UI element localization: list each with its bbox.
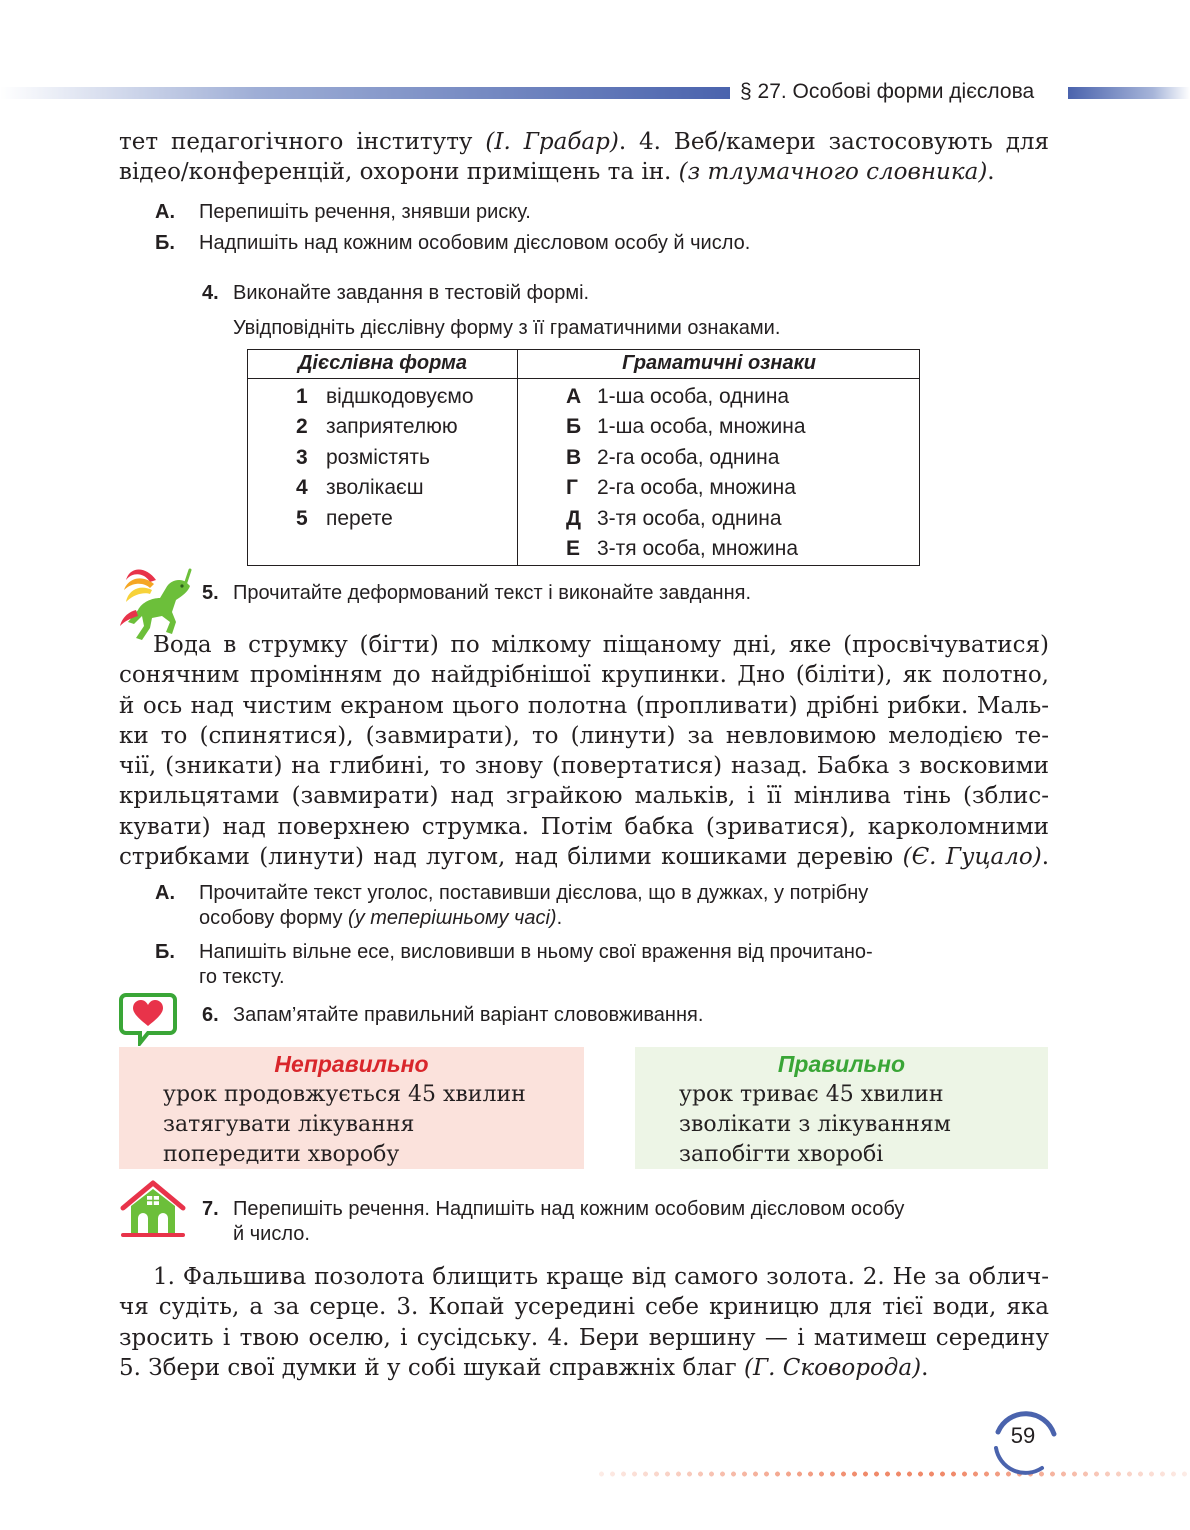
exercise-7-text xyxy=(119,1262,1049,1383)
page-number: 59 xyxy=(1010,1423,1036,1448)
text-line: стрибками (линути) над лугом, над білими кошиками деревію (Є. Гуцало). xyxy=(119,844,1049,871)
verb-form-number: 4 xyxy=(296,476,308,500)
wrong-usage-title: Неправильно xyxy=(274,1051,429,1077)
right-usage-title: Правильно xyxy=(777,1051,906,1077)
header-band-right xyxy=(1068,87,1190,99)
wrong-usage-item: урок продовжується 45 хвилин xyxy=(163,1082,526,1107)
right-usage-item: запобігти хворобі xyxy=(679,1142,884,1167)
task-label: А. xyxy=(155,201,175,223)
grammar-feature-text: 2-га особа, однина xyxy=(597,445,780,469)
grammar-feature-row xyxy=(566,476,796,500)
task-label: Б. xyxy=(155,232,175,254)
exercise-5-text xyxy=(119,630,1049,872)
grammar-feature-letter: Б xyxy=(566,415,582,439)
verb-form-row xyxy=(296,385,474,409)
grammar-feature-text: 3-тя особа, множина xyxy=(597,537,799,560)
grammar-feature-row xyxy=(566,446,779,470)
table-header-line xyxy=(248,378,919,379)
table-header-features: Граматичні ознаки xyxy=(622,352,816,374)
grammar-feature-row xyxy=(566,507,782,531)
wrong-usage-item: затягувати лікування xyxy=(163,1112,415,1137)
table-divider xyxy=(517,350,518,565)
grammar-feature-text: 1-ша особа, множина xyxy=(597,415,806,439)
grammar-feature-text: 2-га особа, множина xyxy=(597,476,796,500)
task-label: Б. xyxy=(155,941,175,963)
header-band-left xyxy=(0,87,730,99)
verb-form-text: перете xyxy=(326,506,393,530)
text-line: крильцятами (завмирати) над зграйкою мальків, і її мінлива тінь (зблис- xyxy=(119,783,1049,810)
grammar-feature-letter: В xyxy=(566,445,582,469)
text-line: й ось над чистим екраном цього полотна (пропливати) дрібні рибки. Маль- xyxy=(119,692,1049,719)
text-line: 1. Фальшива позолота блищить краще від самого золота. 2. Не за облич- xyxy=(153,1264,1049,1290)
right-usage-box xyxy=(635,1047,1048,1169)
text-line: чії, (зникати) на глибині, то знову (повертатися) назад. Бабка з восковими xyxy=(119,753,1049,780)
verb-form-text: відшкодовуємо xyxy=(326,385,474,408)
text-line: зросить і твою оселю, і сусідську. 4. Бери вершину — і матимеш середину xyxy=(119,1324,1049,1351)
verb-form-row xyxy=(296,446,430,470)
verb-form-number: 1 xyxy=(296,385,308,408)
text-line: Вода в струмку (бігти) по мілкому піщаному дні, яке (просвічуватися) xyxy=(153,632,1049,658)
verb-form-text: розмістять xyxy=(326,445,430,469)
exercise-4-subinstruction: Увідповідніть дієслівну форму з її граматичними ознаками. xyxy=(233,317,781,339)
page-dots-decoration xyxy=(596,1470,1190,1478)
grammar-feature-text: 1-ша особа, однина xyxy=(597,385,790,408)
house-icon xyxy=(119,1178,187,1238)
verb-form-text: зволікаєш xyxy=(326,476,424,500)
text-line: кувати) над поверхнею струмка. Потім бабка (зриватися), карколомними xyxy=(119,813,1049,840)
grammar-feature-row xyxy=(566,385,789,409)
source-citation: (з тлумачного словника) xyxy=(678,159,988,186)
verb-form-number: 2 xyxy=(296,415,308,439)
grammar-feature-letter: Е xyxy=(566,537,581,560)
source-citation: (Є. Гуцало) xyxy=(902,844,1042,871)
wrong-usage-box xyxy=(119,1047,584,1169)
right-usage-item: урок триває 45 хвилин xyxy=(679,1082,944,1107)
verb-form-number: 5 xyxy=(296,506,308,530)
exercise-number: 4. xyxy=(202,282,219,304)
grammar-feature-letter: Г xyxy=(566,476,578,500)
verb-form-number: 3 xyxy=(296,445,308,469)
text-line: ки то (спинятися), (завмирати), то (линути) за невловимою мелодією те- xyxy=(119,722,1049,749)
text-line: сонячним промінням до найдрібнішої крупинки. Дно (біліти), як полотно, xyxy=(119,662,1049,689)
task-label: А. xyxy=(155,882,175,904)
grammar-feature-row xyxy=(566,537,798,561)
grammar-feature-row xyxy=(566,415,806,439)
exercise-number: 5. xyxy=(202,582,219,604)
verb-form-text: заприятелюю xyxy=(326,415,458,439)
table-header-forms: Дієслівна форма xyxy=(297,352,467,374)
wrong-usage-item: попередити хворобу xyxy=(163,1142,400,1167)
grammar-feature-text: 3-тя особа, однина xyxy=(597,506,782,530)
section-title: § 27. Особові форми дієслова xyxy=(740,80,1035,103)
grammar-feature-letter: Д xyxy=(566,506,581,530)
source-citation: (Г. Сковорода) xyxy=(743,1354,922,1381)
text-line: чя судіть, а за серце. 3. Копай усередині себе криницю для тієї води, яка xyxy=(119,1294,1049,1321)
exercise-number: 7. xyxy=(202,1198,219,1220)
verb-form-row xyxy=(296,507,393,531)
verb-form-row xyxy=(296,415,458,439)
right-usage-item: зволікати з лікуванням xyxy=(679,1112,951,1137)
exercise-number: 6. xyxy=(202,1004,219,1026)
text-line: 5. Збери свої думки й у собі шукай справжніх благ (Г. Сковорода). xyxy=(119,1354,929,1381)
source-citation: (І. Грабар) xyxy=(485,129,619,155)
heart-speech-icon xyxy=(118,992,178,1046)
grammar-feature-letter: А xyxy=(566,385,582,408)
top-paragraph: тет педагогічного інституту (І. Грабар). 4. Веб/камери застосовують для відео/конференцій, охорони приміщень та ін. (з тлумачного словника). xyxy=(119,129,1050,186)
verb-form-row xyxy=(296,476,424,500)
